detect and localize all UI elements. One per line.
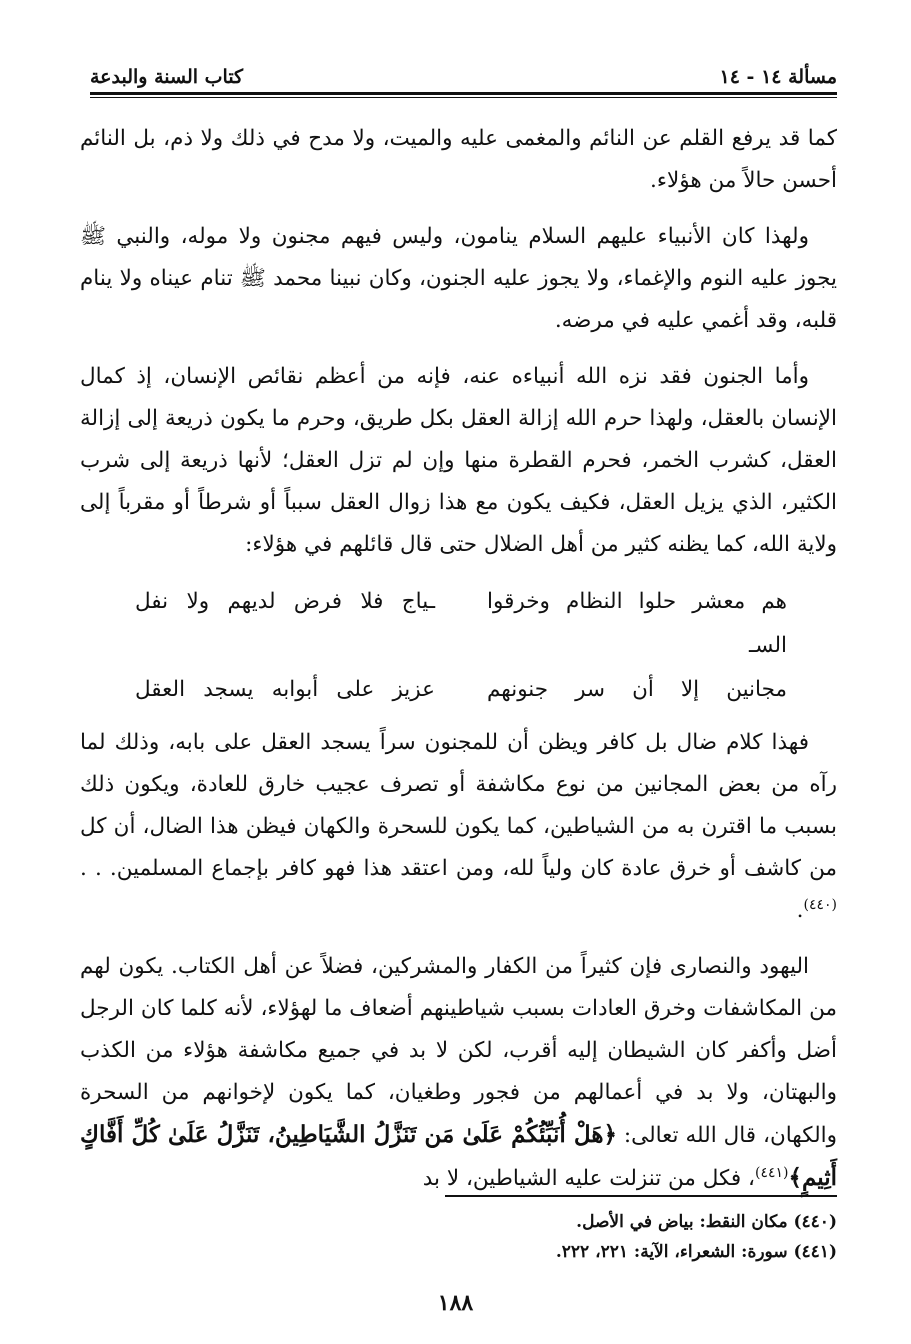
header-book-title: كتاب السنة والبدعة	[90, 66, 244, 88]
footnote-ref-440: (٤٤٠)	[803, 896, 837, 913]
paragraph-2: ولهذا كان الأنبياء عليهم السلام ينامون، وليس فيهم مجنون ولا موله، والنبي ﷺ يجوز عليه النوم والإغماء، ولا يجوز عليه الجنون، وكان نبينا محمد ﷺ تنام عيناه ولا ينام قلبه، وقد أغمي عليه في مرضه.	[80, 224, 837, 333]
poem-line-2-second-half: عزيز على أبوابه يسجد العقل	[135, 677, 435, 702]
paragraph-3: وأما الجنون فقد نزه الله أنبياءه عنه، فإنه من أعظم نقائص الإنسان، إذ كمال الإنسان بالعقل، ولهذا حرم الله إزالة العقل بكل طريق، وحرم ما يكون ذريعة إلى إزالة العقل، كشرب الخمر، فحرم القطرة منها وإن لم تزل العقل؛ لأنها ذريعة إلى شرب الكثير، الذي يزيل العقل، فكيف يكون مع هذا زوال العقل سبباً أو شرطاً أو مقرباً إلى ولاية الله، كما يظنه كثير من أهل الضلال حتى قال قائلهم في هؤلاء:	[80, 364, 837, 557]
paragraph-5-end: ، فكل من تنزلت عليه الشياطين، لا بد	[422, 1166, 755, 1191]
poem-line-2-first-half: مجانين إلا أن سر جنونهم	[487, 677, 787, 702]
paragraph-5	[80, 946, 837, 1200]
quran-verse: ﴿هَلْ أُنَبِّئُكُمْ عَلَىٰ مَن تَنَزَّلُ الشَّيَاطِينُ، تَنَزَّلُ عَلَىٰ كُلِّ أَفَّاكٍ أَثِيمٍ﴾	[80, 1121, 837, 1191]
poem-line-1	[80, 580, 837, 668]
poem-line-2	[80, 668, 837, 712]
paragraph-4-text: فهذا كلام ضال بل كافر ويظن أن للمجنون سراً يسجد العقل على بابه، وذلك لما رآه من بعض المجانين من نوع مكاشفة أو تصرف عجيب خارق للعادة، ويكون ذلك بسبب ما اقترن به من الشياطين، كما يكون للسحرة والكهان فيظن هذا الضال، أن كل من كاشف أو خرق عادة كان ولياً لله، ومن اعتقد هذا فهو كافر بإجماع المسلمين. . .	[80, 730, 837, 881]
paragraph-5-text: اليهود والنصارى فإن كثيراً من الكفار والمشركين، فضلاً عن أهل الكتاب. يكون لهم من المكاشفات وخرق العادات بسبب شياطينهم أضعاف ما لهؤلاء، لأنه كلما كان الرجل أضل وأكفر كان الشيطان إليه أقرب، لكن لا بد في جميع مكاشفة هؤلاء من الكذب والبهتان، ولا بد في أعمالهم من فجور وطغيان، كما يكون لإخوانهم من السحرة والكهان، قال الله تعالى:	[80, 954, 837, 1148]
footnote-441: (٤٤١) سورة: الشعراء، الآية: ٢٢١، ٢٢٢.	[555, 1242, 837, 1262]
footnote-rule	[445, 1195, 837, 1197]
paragraph-4-end: .	[796, 898, 804, 923]
running-header	[90, 58, 837, 88]
footnote-440: (٤٤٠) مكان النقط: بياض في الأصل.	[576, 1212, 837, 1232]
paragraph-4	[80, 722, 837, 932]
header-rule-thin	[90, 97, 837, 98]
poem	[80, 580, 837, 712]
header-issue-number: مسألة ١٤ - ١٤	[719, 66, 837, 88]
body-text	[80, 118, 837, 1214]
poem-line-1-first-half: هم معشر حلوا النظام وخرقوا السـ	[487, 589, 787, 658]
page-number: ١٨٨	[437, 1290, 474, 1316]
poem-line-1-second-half: ـياج فلا فرض لديهم ولا نفل	[135, 589, 435, 614]
footnote-ref-441: (٤٤١)	[754, 1164, 789, 1181]
header-rule	[90, 92, 837, 95]
footnotes	[90, 1207, 837, 1267]
paragraph-1: كما قد يرفع القلم عن النائم والمغمى عليه والميت، ولا مدح في ذلك ولا ذم، بل النائم أحسن حالاً من هؤلاء.	[80, 126, 837, 193]
